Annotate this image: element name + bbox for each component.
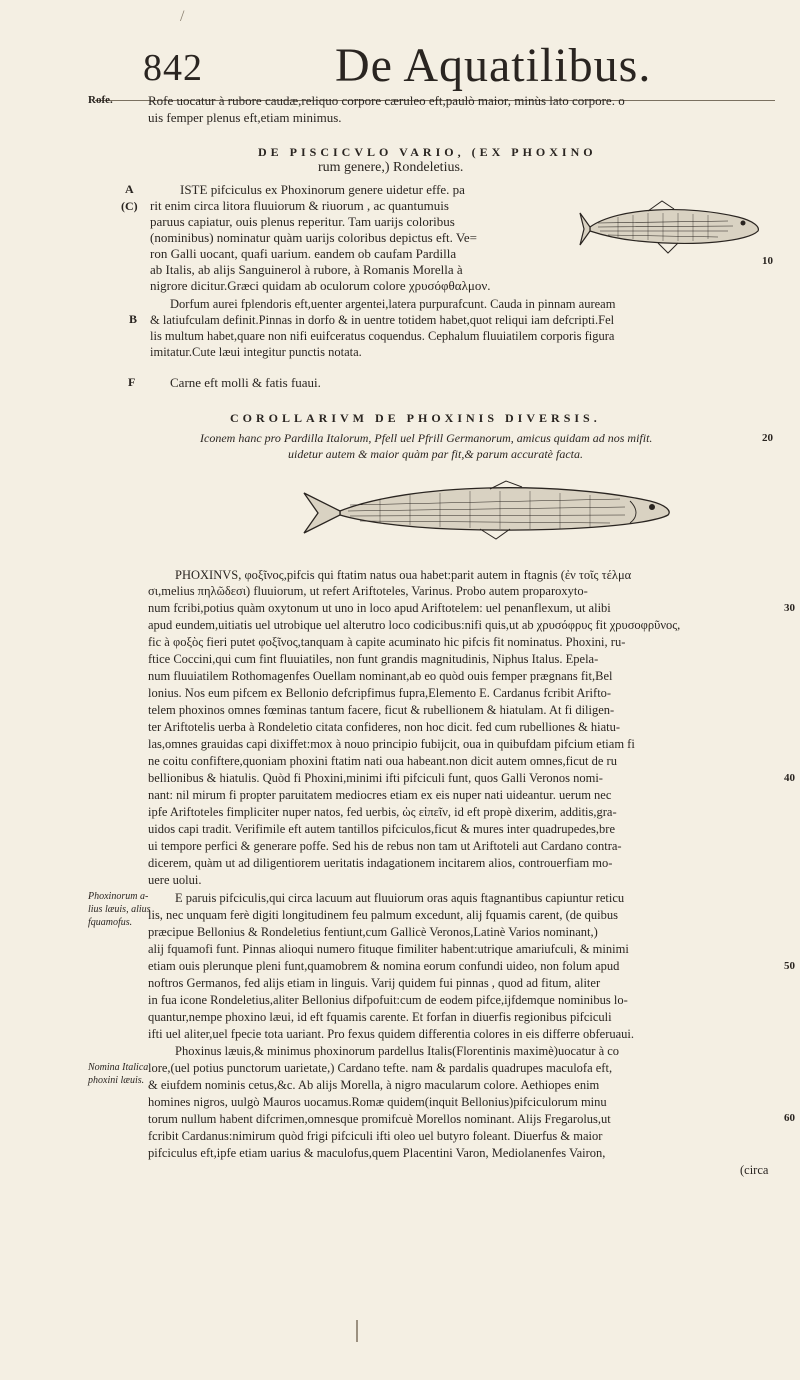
- body-line-12: ne coitu confiftere,quoniam phoxini ftatim nati oua habeant.non dicit autem omnes,ficut de ru: [148, 754, 617, 768]
- body-line-25: noftros Germanos, fed alijs etiam in linguis. Varij quidem fui pinnas , quod ad fitum, aliter: [148, 976, 601, 990]
- body-line-1: PHOXINVS, φοξῖνος,pifcis qui ftatim natus oua habet:parit autem in ftagnis (ἐν τοῖς τέλμα: [175, 568, 632, 582]
- margin-number-30: 30: [784, 602, 795, 614]
- body-line-21: lis, nec unquam ferè digiti longitudinem feu palmum excedunt, alij fquamis carent, (de quibus: [148, 908, 619, 922]
- caption-line-1: Iconem hanc pro Pardilla Italorum, Pfell uel Pfrill Germanorum, amicus quidam ad nos mifit.: [200, 431, 653, 445]
- corollarium-heading: COROLLARIVM DE PHOXINIS DIVERSIS.: [230, 411, 601, 425]
- body-line-17: ui tempore perfici & generare poffe. Sed his de rebus non tam ut Ariftoteli aut Cardano contra-: [148, 839, 622, 853]
- margin-number-10: 10: [762, 255, 773, 267]
- body-line-6: ftice Coccini,qui cum fint fluuiatiles, non funt grandis magnitudinis, Niphus Italus. Epela-: [148, 652, 599, 666]
- sidenote-2-line-1: Nomina Italica: [88, 1062, 149, 1073]
- section1-line-2: rit enim circa litora fluuiorum & riuorum , ac quantumuis: [150, 198, 449, 213]
- section1-line-7: nigrore dicitur.Græci quidam ab oculorum colore χρυσόφθαλμον.: [150, 278, 491, 293]
- section1-heading-line-2: rum genere,) Rondeletius.: [318, 160, 464, 175]
- body-line-9: telem phoxinos omnes fœminas tantum facere, ficut & rubellionem & hiatulam. At fi diligen-: [148, 703, 615, 717]
- body-line-22: præcipue Bellonius & Rondeletius fentiunt,cum Gallicè Veronos,Latinè Varios nominant,): [148, 925, 598, 939]
- section1-line-4: (nominibus) nominatur quàm uarijs coloribus depictus eft. Ve=: [150, 230, 477, 245]
- section1-line-3: paruus capiatur, ouis plenus reperitur. Tam uarijs coloribus: [150, 214, 455, 229]
- section1-line-8: Dorfum aurei fplendoris eft,uenter argentei,latera purpurafcunt. Cauda in pinnam auream: [170, 297, 616, 311]
- caption-line-2: uidetur autem & maior quàm par fit,& parum accuratè facta.: [288, 447, 583, 461]
- sidenote-1-line-2: lius læuis, alius: [88, 904, 151, 915]
- body-line-31: & eiufdem nominis cetus,&c. Ab alijs Morella, à nigro macularum colore. Aethiopes enim: [148, 1078, 600, 1092]
- margin-number-50: 50: [784, 960, 795, 972]
- body-line-3: num fcribi,potius quàm oxytonum ut uno in loco apud Ariftotelem: uel penanflexum, ut alibi: [148, 601, 611, 615]
- body-line-28: ifti uel aliter,uel fpecie tota uariant. Pro fexus quidem differentia colores in eis differre obferuaui.: [148, 1027, 635, 1041]
- sidenote-2-line-2: phoxini læuis.: [88, 1075, 145, 1086]
- body-line-34: fcribit Cardanus:nimirum quòd frigi pifciculi ifti oleo uel butyro foleant. Diuerfus & maior: [148, 1129, 603, 1143]
- section1-heading-line-1: DE PISCICVLO VARIO, (EX PHOXINO: [258, 145, 597, 159]
- margin-letter-c: (C): [121, 199, 138, 213]
- body-line-27: quantur,nempe phoxino læui, id eft fquamis carente. Et forfan in diuerfis regionibus pifciculi: [148, 1010, 612, 1024]
- intro-line-2: uis femper plenus eft,etiam minimus.: [148, 110, 342, 125]
- margin-number-20: 20: [762, 432, 773, 444]
- running-title: De Aquatilibus.: [335, 39, 652, 92]
- body-line-30: lore,(uel potius punctorum uarietate,) Cardano tefte. nam & pardalis quadrupes maculofa eft,: [148, 1061, 613, 1075]
- margin-letter-b: B: [129, 312, 138, 326]
- body-line-10: ter Ariftotelis uerba à Rondeletio citata confideres, non hoc dicit. fed cum rubelliones & hiatu-: [148, 720, 621, 734]
- section1-line-6: ab Italis, ab alijs Sanguinerol à rubore, à Romanis Morella à: [150, 262, 463, 277]
- body-line-35: pifciculus eft,ipfe etiam uarius & maculofus,quem Placentini Varon, Mediolanenfes Vairon,: [148, 1146, 606, 1160]
- section1-line-12: Carne eft molli & fatis fuaui.: [170, 375, 321, 390]
- section1-line-1: ISTE pifciculus ex Phoxinorum genere uidetur effe. pa: [180, 182, 465, 197]
- body-line-33: torum nullum habent difcrimen,omnesque promifcuè Morellos nominant. Alijs Fregarolus,ut: [148, 1112, 611, 1126]
- body-line-14: nant: nil mirum fi propter paruitatem mediocres etiam ex eis nuper nati uideantur. uerum nec: [148, 788, 612, 802]
- page-number: 842: [143, 47, 203, 89]
- body-line-4: apud eundem,uitiatis uel utrobique uel alterutro loco codicibus:nifi quis,ut ab χρυσόφρυς fit χρυσοφρῦνος,: [148, 618, 681, 632]
- margin-number-60: 60: [784, 1112, 795, 1124]
- body-line-11: las,omnes grauidas capi dixiffet:mox à nouo principio fubijcit, oua in quibufdam pifcium etiam fi: [148, 737, 635, 751]
- section1-line-11: imitatur.Cute læui integitur punctis notata.: [150, 345, 362, 359]
- margin-label-rofe: Rofe.: [88, 94, 113, 106]
- body-line-32: homines nigros, uulgò Mauros uocamus.Romæ quidem(inquit Bellonius)pifciculorum minu: [148, 1095, 607, 1109]
- margin-letter-a: A: [125, 182, 134, 196]
- body-line-16: uidos capi tradit. Verifimile eft autem tantillos pifciculos,ficut & mures inter quadrupedes,bre: [148, 822, 615, 836]
- sidenote-1-line-3: fquamofus.: [88, 917, 133, 928]
- fish-illustration-pardilla: [578, 193, 763, 263]
- section1-line-10: lis multum habet,quare non nifi euifceratus coquendus. Cephalum fluuiatilem corporis figura: [150, 329, 615, 343]
- body-line-7: num fluuiatilem Rothomagenfes Ouellam nominant,ab eo quòd ouis femper prægnans fit,Bel: [148, 669, 613, 683]
- body-line-24: etiam ouis plerunque pleni funt,quamobrem & nomina eorum confundi uideo, non folum apud: [148, 959, 620, 973]
- body-line-26: in fua icone Rondeletius,aliter Bellonius difpofuit:cum de eodem pifce,ijfdemque nominibus lo-: [148, 993, 628, 1007]
- body-line-8: lonius. Nos eum pifcem ex Bellonio defcripfimus fupra,Elemento E. Cardanus fcribit Arifto-: [148, 686, 612, 700]
- body-line-20: E paruis pifciculis,qui circa lacuum aut fluuiorum oras aquis ftagnantibus capiuntur reticu: [175, 891, 625, 905]
- stray-mark: /: [180, 8, 185, 25]
- body-line-29: Phoxinus læuis,& minimus phoxinorum pardellus Italis(Florentinis maximè)uocatur à co: [175, 1044, 620, 1058]
- body-line-18: dicerem, quàm ut ad diligentiorem ueritatis indagationem incitarem alios, controuerfiam mo-: [148, 856, 613, 870]
- body-line-13: bellionibus & hiatulis. Quòd fi Phoxini,minimi ifti pifciculi funt, quos Galli Veronos nomi-: [148, 771, 603, 785]
- section1-line-9: & latiufculam definit.Pinnas in dorfo & in uentre totidem habet,quot reliqui iam defcripti.Fel: [150, 313, 615, 327]
- body-line-15: ipfe Ariftoteles fimpliciter nuper natos, fed uerbis, ὡς εἰπεῖν, id eft propè dixerim, additis,gra-: [148, 805, 617, 819]
- body-line-19: uere uolui.: [148, 873, 202, 887]
- catchword: (circa: [740, 1163, 769, 1177]
- body-line-23: alij fquamofi funt. Pinnas alioqui numero fituque fimiliter habent:utrique amariufculi, & minimi: [148, 942, 629, 956]
- section1-line-5: ron Galli uocant, quafi uarium. eandem ob caufam Pardilla: [150, 246, 457, 261]
- body-line-2: σι,melius πηλῶδεσι) fluuiorum, ut refert Ariftoteles, Varinus. Probo autem proparoxyto-: [148, 584, 588, 598]
- bottom-mark: [356, 1320, 358, 1342]
- body-line-5: fic à φοξὸς fieri putet φοξῖνος,tanquam à capite acuminato hic pifcis fit nominatus. Phoxini, ru-: [148, 635, 626, 649]
- margin-number-40: 40: [784, 772, 795, 784]
- margin-letter-f: F: [128, 375, 136, 389]
- fish-illustration-pfrill: [300, 475, 675, 545]
- intro-line-1: Rofe uocatur à rubore caudæ,reliquo corpore cæruleo eft,paulò maior, minùs lato corpore. o: [148, 93, 625, 108]
- sidenote-1-line-1: Phoxinorum a-: [88, 891, 149, 902]
